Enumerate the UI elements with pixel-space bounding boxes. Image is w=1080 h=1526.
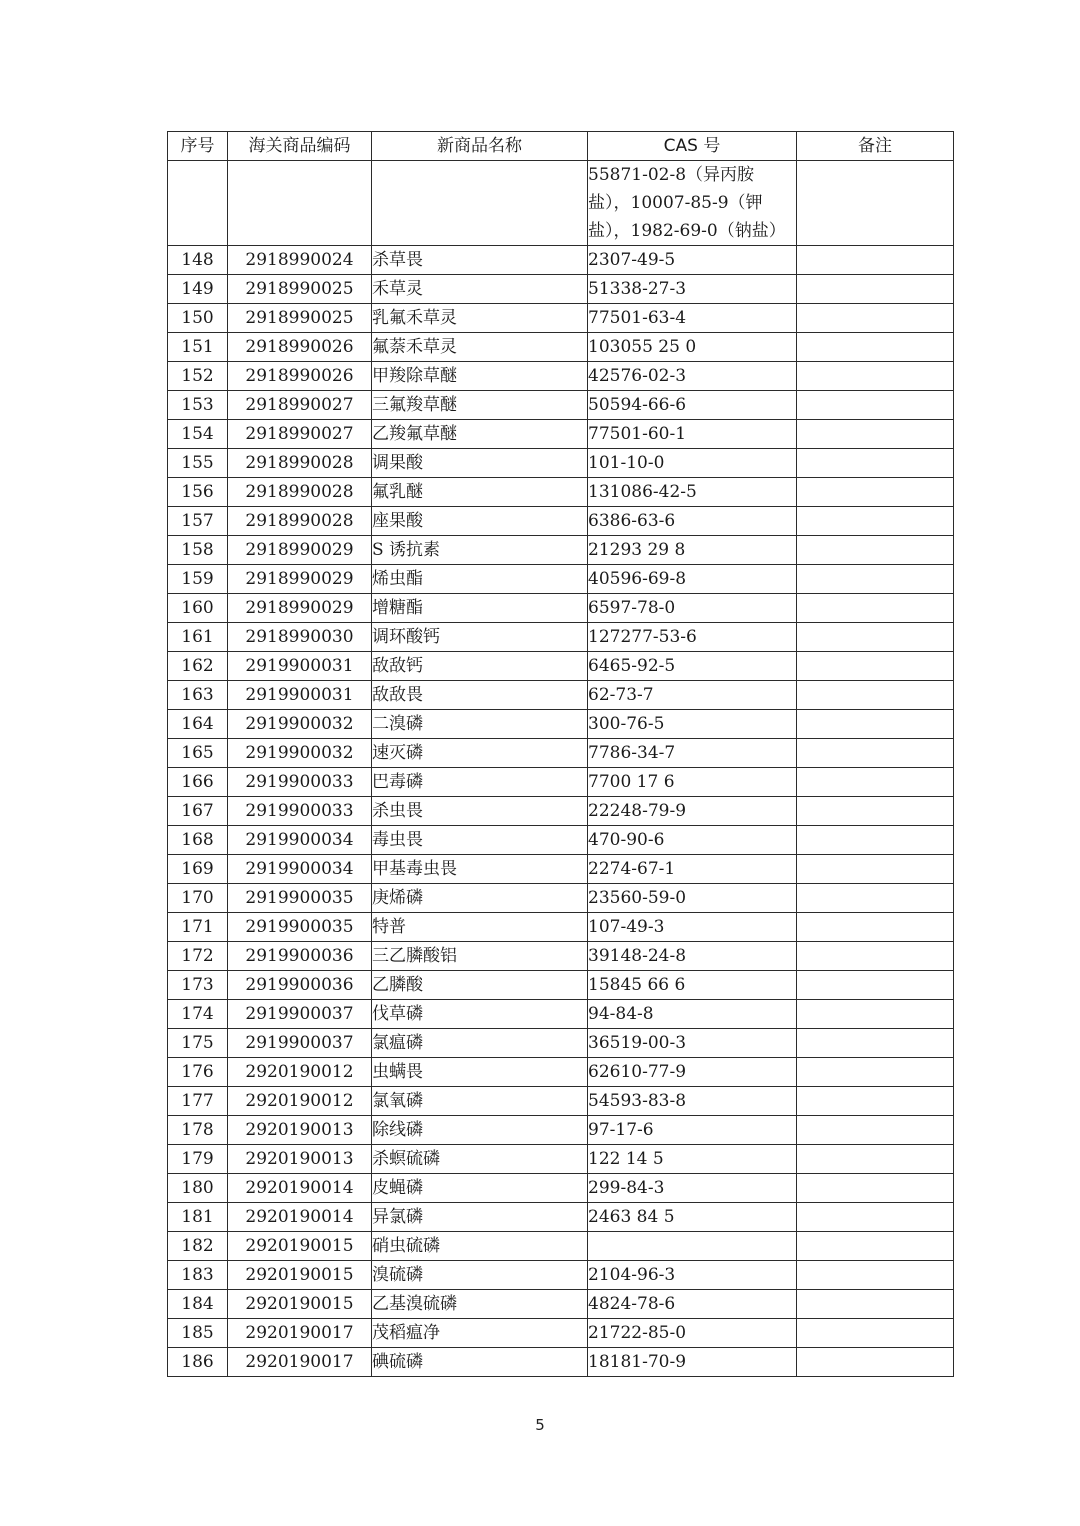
cell-customs-code: 2919900037 bbox=[228, 1000, 372, 1029]
cell-commodity-name: 庚烯磷 bbox=[372, 884, 588, 913]
cell-serial-number: 184 bbox=[168, 1290, 228, 1319]
cell-commodity-name: 特普 bbox=[372, 913, 588, 942]
cell-customs-code: 2920190012 bbox=[228, 1058, 372, 1087]
cell-commodity-name: 调环酸钙 bbox=[372, 623, 588, 652]
cell-remarks bbox=[797, 507, 954, 536]
table-row bbox=[168, 420, 954, 449]
table-row bbox=[168, 391, 954, 420]
cell-remarks bbox=[797, 1348, 954, 1377]
table-row bbox=[168, 855, 954, 884]
cell-remarks bbox=[797, 739, 954, 768]
cell-commodity-name: 乙膦酸 bbox=[372, 971, 588, 1000]
header-customs-code: 海关商品编码 bbox=[228, 132, 372, 161]
cell-remarks bbox=[797, 768, 954, 797]
cell-serial-number: 173 bbox=[168, 971, 228, 1000]
cell-remarks bbox=[797, 1000, 954, 1029]
cell-cas-number: 6465-92-5 bbox=[588, 652, 797, 681]
cell-cas-number: 2104-96-3 bbox=[588, 1261, 797, 1290]
cell-cas-number: 62610-77-9 bbox=[588, 1058, 797, 1087]
header-cas-number: CAS 号 bbox=[588, 132, 797, 161]
cell-serial-number: 164 bbox=[168, 710, 228, 739]
cell-serial-number: 159 bbox=[168, 565, 228, 594]
page-number: 5 bbox=[535, 1416, 545, 1434]
cell-remarks bbox=[797, 855, 954, 884]
cell-cas-number: 36519-00-3 bbox=[588, 1029, 797, 1058]
cell-serial-number: 182 bbox=[168, 1232, 228, 1261]
cell-remarks bbox=[797, 420, 954, 449]
table-body bbox=[168, 161, 954, 1377]
table-row bbox=[168, 507, 954, 536]
cell-remarks bbox=[797, 797, 954, 826]
cell-cas-number: 131086-42-5 bbox=[588, 478, 797, 507]
cell-commodity-name: 乳氟禾草灵 bbox=[372, 304, 588, 333]
cell-remarks bbox=[797, 246, 954, 275]
cell-commodity-name: 甲基毒虫畏 bbox=[372, 855, 588, 884]
cell-remarks bbox=[797, 884, 954, 913]
cas-line: 盐），10007-85-9（钾 bbox=[588, 193, 763, 213]
cell-serial-number: 185 bbox=[168, 1319, 228, 1348]
cell-cas-number: 18181-70-9 bbox=[588, 1348, 797, 1377]
cell-cas-number bbox=[588, 161, 797, 246]
cell-cas-number: 94-84-8 bbox=[588, 1000, 797, 1029]
cell-remarks bbox=[797, 1174, 954, 1203]
cell-serial-number: 153 bbox=[168, 391, 228, 420]
table-row bbox=[168, 333, 954, 362]
cell-serial-number: 152 bbox=[168, 362, 228, 391]
cell-commodity-name: 禾草灵 bbox=[372, 275, 588, 304]
cell-commodity-name: 除线磷 bbox=[372, 1116, 588, 1145]
cell-serial-number: 176 bbox=[168, 1058, 228, 1087]
cell-remarks bbox=[797, 942, 954, 971]
cas-line: 盐），1982-69-0（钠盐） bbox=[588, 221, 786, 241]
table-row bbox=[168, 1000, 954, 1029]
cell-remarks bbox=[797, 275, 954, 304]
cell-cas-number: 77501-63-4 bbox=[588, 304, 797, 333]
cell-customs-code: 2918990026 bbox=[228, 333, 372, 362]
cell-cas-number: 97-17-6 bbox=[588, 1116, 797, 1145]
cell-cas-number: 7700 17 6 bbox=[588, 768, 797, 797]
cell-cas-number: 15845 66 6 bbox=[588, 971, 797, 1000]
cell-customs-code: 2918990025 bbox=[228, 275, 372, 304]
table-row bbox=[168, 1290, 954, 1319]
cell-customs-code: 2919900036 bbox=[228, 942, 372, 971]
cell-serial-number: 174 bbox=[168, 1000, 228, 1029]
cell-cas-number: 54593-83-8 bbox=[588, 1087, 797, 1116]
cell-serial-number: 180 bbox=[168, 1174, 228, 1203]
table-row bbox=[168, 797, 954, 826]
cell-commodity-name: 三乙膦酸铝 bbox=[372, 942, 588, 971]
cell-remarks bbox=[797, 565, 954, 594]
cell-cas-number: 77501-60-1 bbox=[588, 420, 797, 449]
cell-cas-number: 107-49-3 bbox=[588, 913, 797, 942]
table-row bbox=[168, 1174, 954, 1203]
cell-cas-number: 2307-49-5 bbox=[588, 246, 797, 275]
cell-customs-code: 2918990028 bbox=[228, 507, 372, 536]
cell-cas-number: 122 14 5 bbox=[588, 1145, 797, 1174]
cell-commodity-name: 溴硫磷 bbox=[372, 1261, 588, 1290]
table-header bbox=[168, 132, 954, 161]
table-row bbox=[168, 1087, 954, 1116]
cell-customs-code: 2920190015 bbox=[228, 1232, 372, 1261]
table-row bbox=[168, 971, 954, 1000]
cell-customs-code: 2920190014 bbox=[228, 1174, 372, 1203]
cell-cas-number: 2274-67-1 bbox=[588, 855, 797, 884]
table-row bbox=[168, 304, 954, 333]
table-row bbox=[168, 1029, 954, 1058]
cas-line: 55871-02-8（异丙胺 bbox=[588, 165, 755, 185]
cell-commodity-name: 三氟羧草醚 bbox=[372, 391, 588, 420]
cell-remarks bbox=[797, 1203, 954, 1232]
cell-customs-code: 2919900033 bbox=[228, 768, 372, 797]
cell-commodity-name: 速灭磷 bbox=[372, 739, 588, 768]
cell-remarks bbox=[797, 1029, 954, 1058]
cell-commodity-name: 烯虫酯 bbox=[372, 565, 588, 594]
cell-remarks bbox=[797, 652, 954, 681]
table-row bbox=[168, 768, 954, 797]
cell-customs-code: 2918990029 bbox=[228, 565, 372, 594]
cell-cas-number: 127277-53-6 bbox=[588, 623, 797, 652]
cell-customs-code: 2918990030 bbox=[228, 623, 372, 652]
cell-cas-number: 2463 84 5 bbox=[588, 1203, 797, 1232]
table-row bbox=[168, 739, 954, 768]
cell-serial-number: 170 bbox=[168, 884, 228, 913]
cell-customs-code: 2920190015 bbox=[228, 1261, 372, 1290]
cell-remarks bbox=[797, 1087, 954, 1116]
header-serial-number: 序号 bbox=[168, 132, 228, 161]
cell-commodity-name: 座果酸 bbox=[372, 507, 588, 536]
cell-customs-code: 2918990029 bbox=[228, 536, 372, 565]
cell-customs-code: 2920190017 bbox=[228, 1348, 372, 1377]
cell-customs-code: 2918990029 bbox=[228, 594, 372, 623]
cell-cas-number: 7786-34-7 bbox=[588, 739, 797, 768]
table-row bbox=[168, 1145, 954, 1174]
cell-remarks bbox=[797, 1116, 954, 1145]
table-row bbox=[168, 565, 954, 594]
cell-serial-number: 186 bbox=[168, 1348, 228, 1377]
table-row bbox=[168, 942, 954, 971]
commodity-table bbox=[167, 131, 954, 1377]
cell-serial-number: 156 bbox=[168, 478, 228, 507]
cell-customs-code: 2918990028 bbox=[228, 478, 372, 507]
cell-commodity-name: 氟萘禾草灵 bbox=[372, 333, 588, 362]
cell-customs-code: 2919900032 bbox=[228, 739, 372, 768]
cell-remarks bbox=[797, 1058, 954, 1087]
cell-remarks bbox=[797, 1145, 954, 1174]
table-row bbox=[168, 1232, 954, 1261]
table-row bbox=[168, 536, 954, 565]
cell-remarks bbox=[797, 478, 954, 507]
cell-customs-code: 2920190014 bbox=[228, 1203, 372, 1232]
table-row bbox=[168, 826, 954, 855]
cell-remarks bbox=[797, 391, 954, 420]
cell-remarks bbox=[797, 362, 954, 391]
cell-serial-number: 167 bbox=[168, 797, 228, 826]
header-remarks: 备注 bbox=[797, 132, 954, 161]
table-row bbox=[168, 594, 954, 623]
cell-customs-code: 2918990026 bbox=[228, 362, 372, 391]
cell-commodity-name: 敌敌钙 bbox=[372, 652, 588, 681]
table-row bbox=[168, 246, 954, 275]
cell-commodity-name: 毒虫畏 bbox=[372, 826, 588, 855]
cell-customs-code: 2920190012 bbox=[228, 1087, 372, 1116]
cell-serial-number: 161 bbox=[168, 623, 228, 652]
cell-remarks bbox=[797, 971, 954, 1000]
table-row bbox=[168, 478, 954, 507]
cell-cas-number: 6386-63-6 bbox=[588, 507, 797, 536]
cell-serial-number: 166 bbox=[168, 768, 228, 797]
cell-serial-number: 162 bbox=[168, 652, 228, 681]
cell-commodity-name: 调果酸 bbox=[372, 449, 588, 478]
cell-remarks bbox=[797, 333, 954, 362]
table-row bbox=[168, 710, 954, 739]
cell-serial-number: 150 bbox=[168, 304, 228, 333]
cell-serial-number: 165 bbox=[168, 739, 228, 768]
cell-commodity-name: 乙基溴硫磷 bbox=[372, 1290, 588, 1319]
cell-serial-number: 181 bbox=[168, 1203, 228, 1232]
cell-serial-number: 177 bbox=[168, 1087, 228, 1116]
cell-customs-code: 2920190017 bbox=[228, 1319, 372, 1348]
cell-serial-number bbox=[168, 161, 228, 246]
table-row bbox=[168, 1058, 954, 1087]
cell-cas-number: 21722-85-0 bbox=[588, 1319, 797, 1348]
cell-customs-code: 2919900034 bbox=[228, 826, 372, 855]
cell-customs-code: 2920190013 bbox=[228, 1145, 372, 1174]
cell-serial-number: 171 bbox=[168, 913, 228, 942]
cell-serial-number: 178 bbox=[168, 1116, 228, 1145]
cell-serial-number: 154 bbox=[168, 420, 228, 449]
cell-commodity-name: 乙羧氟草醚 bbox=[372, 420, 588, 449]
cell-cas-number: 39148-24-8 bbox=[588, 942, 797, 971]
cell-remarks bbox=[797, 1319, 954, 1348]
cell-remarks bbox=[797, 304, 954, 333]
continuation-row bbox=[168, 161, 954, 246]
cell-remarks bbox=[797, 161, 954, 246]
cell-serial-number: 151 bbox=[168, 333, 228, 362]
cell-cas-number bbox=[588, 1232, 797, 1261]
cell-remarks bbox=[797, 536, 954, 565]
cell-customs-code: 2919900031 bbox=[228, 652, 372, 681]
cell-customs-code: 2918990028 bbox=[228, 449, 372, 478]
table-row bbox=[168, 913, 954, 942]
cell-commodity-name: 伐草磷 bbox=[372, 1000, 588, 1029]
cell-customs-code bbox=[228, 161, 372, 246]
cell-remarks bbox=[797, 594, 954, 623]
cell-cas-number: 6597-78-0 bbox=[588, 594, 797, 623]
cell-commodity-name: 硝虫硫磷 bbox=[372, 1232, 588, 1261]
cell-cas-number: 470-90-6 bbox=[588, 826, 797, 855]
cell-cas-number: 4824-78-6 bbox=[588, 1290, 797, 1319]
cell-commodity-name: 氟乳醚 bbox=[372, 478, 588, 507]
cell-serial-number: 160 bbox=[168, 594, 228, 623]
cell-serial-number: 179 bbox=[168, 1145, 228, 1174]
cell-commodity-name: 碘硫磷 bbox=[372, 1348, 588, 1377]
cell-customs-code: 2920190015 bbox=[228, 1290, 372, 1319]
header-row bbox=[168, 132, 954, 161]
cell-serial-number: 163 bbox=[168, 681, 228, 710]
cell-cas-number: 50594-66-6 bbox=[588, 391, 797, 420]
cell-commodity-name: 杀草畏 bbox=[372, 246, 588, 275]
cell-serial-number: 157 bbox=[168, 507, 228, 536]
cell-serial-number: 172 bbox=[168, 942, 228, 971]
cell-remarks bbox=[797, 826, 954, 855]
cell-cas-number: 300-76-5 bbox=[588, 710, 797, 739]
cell-serial-number: 183 bbox=[168, 1261, 228, 1290]
cell-customs-code: 2919900031 bbox=[228, 681, 372, 710]
cell-commodity-name: 敌敌畏 bbox=[372, 681, 588, 710]
cell-remarks bbox=[797, 681, 954, 710]
cell-serial-number: 158 bbox=[168, 536, 228, 565]
cell-commodity-name: 二溴磷 bbox=[372, 710, 588, 739]
cell-commodity-name: 异氯磷 bbox=[372, 1203, 588, 1232]
cell-commodity-name: 氯氧磷 bbox=[372, 1087, 588, 1116]
cell-cas-number: 103055 25 0 bbox=[588, 333, 797, 362]
cell-commodity-name: S 诱抗素 bbox=[372, 536, 588, 565]
cell-commodity-name bbox=[372, 161, 588, 246]
cell-customs-code: 2919900035 bbox=[228, 884, 372, 913]
cell-serial-number: 175 bbox=[168, 1029, 228, 1058]
table-row bbox=[168, 449, 954, 478]
cell-commodity-name: 甲羧除草醚 bbox=[372, 362, 588, 391]
cell-commodity-name: 氯瘟磷 bbox=[372, 1029, 588, 1058]
cell-remarks bbox=[797, 449, 954, 478]
table-row bbox=[168, 1319, 954, 1348]
cell-commodity-name: 茂稻瘟净 bbox=[372, 1319, 588, 1348]
cell-customs-code: 2919900034 bbox=[228, 855, 372, 884]
cell-cas-number: 51338-27-3 bbox=[588, 275, 797, 304]
cell-customs-code: 2919900037 bbox=[228, 1029, 372, 1058]
cell-remarks bbox=[797, 1232, 954, 1261]
table-row bbox=[168, 652, 954, 681]
cell-customs-code: 2919900035 bbox=[228, 913, 372, 942]
cell-customs-code: 2920190013 bbox=[228, 1116, 372, 1145]
cell-cas-number: 23560-59-0 bbox=[588, 884, 797, 913]
cell-cas-number: 22248-79-9 bbox=[588, 797, 797, 826]
cell-serial-number: 169 bbox=[168, 855, 228, 884]
table-row bbox=[168, 623, 954, 652]
table-row bbox=[168, 1203, 954, 1232]
cell-remarks bbox=[797, 710, 954, 739]
cell-cas-number: 40596-69-8 bbox=[588, 565, 797, 594]
cell-customs-code: 2918990027 bbox=[228, 391, 372, 420]
cell-serial-number: 168 bbox=[168, 826, 228, 855]
cell-commodity-name: 增糖酯 bbox=[372, 594, 588, 623]
table-row bbox=[168, 884, 954, 913]
cell-remarks bbox=[797, 1261, 954, 1290]
cell-commodity-name: 虫螨畏 bbox=[372, 1058, 588, 1087]
cell-serial-number: 149 bbox=[168, 275, 228, 304]
cell-cas-number: 42576-02-3 bbox=[588, 362, 797, 391]
cell-cas-number: 62-73-7 bbox=[588, 681, 797, 710]
cell-remarks bbox=[797, 623, 954, 652]
table-row bbox=[168, 275, 954, 304]
cell-commodity-name: 巴毒磷 bbox=[372, 768, 588, 797]
cell-customs-code: 2918990025 bbox=[228, 304, 372, 333]
cell-remarks bbox=[797, 913, 954, 942]
cell-customs-code: 2918990024 bbox=[228, 246, 372, 275]
table-row bbox=[168, 1261, 954, 1290]
cell-cas-number: 21293 29 8 bbox=[588, 536, 797, 565]
cell-customs-code: 2918990027 bbox=[228, 420, 372, 449]
cell-commodity-name: 杀螟硫磷 bbox=[372, 1145, 588, 1174]
cell-cas-number: 299-84-3 bbox=[588, 1174, 797, 1203]
table-row bbox=[168, 1348, 954, 1377]
table-row bbox=[168, 1116, 954, 1145]
cell-customs-code: 2919900036 bbox=[228, 971, 372, 1000]
cell-serial-number: 148 bbox=[168, 246, 228, 275]
cell-customs-code: 2919900033 bbox=[228, 797, 372, 826]
cell-customs-code: 2919900032 bbox=[228, 710, 372, 739]
cell-commodity-name: 皮蝇磷 bbox=[372, 1174, 588, 1203]
cell-serial-number: 155 bbox=[168, 449, 228, 478]
cell-remarks bbox=[797, 1290, 954, 1319]
header-commodity-name: 新商品名称 bbox=[372, 132, 588, 161]
cell-commodity-name: 杀虫畏 bbox=[372, 797, 588, 826]
cell-cas-number: 101-10-0 bbox=[588, 449, 797, 478]
table-row bbox=[168, 681, 954, 710]
table-row bbox=[168, 362, 954, 391]
